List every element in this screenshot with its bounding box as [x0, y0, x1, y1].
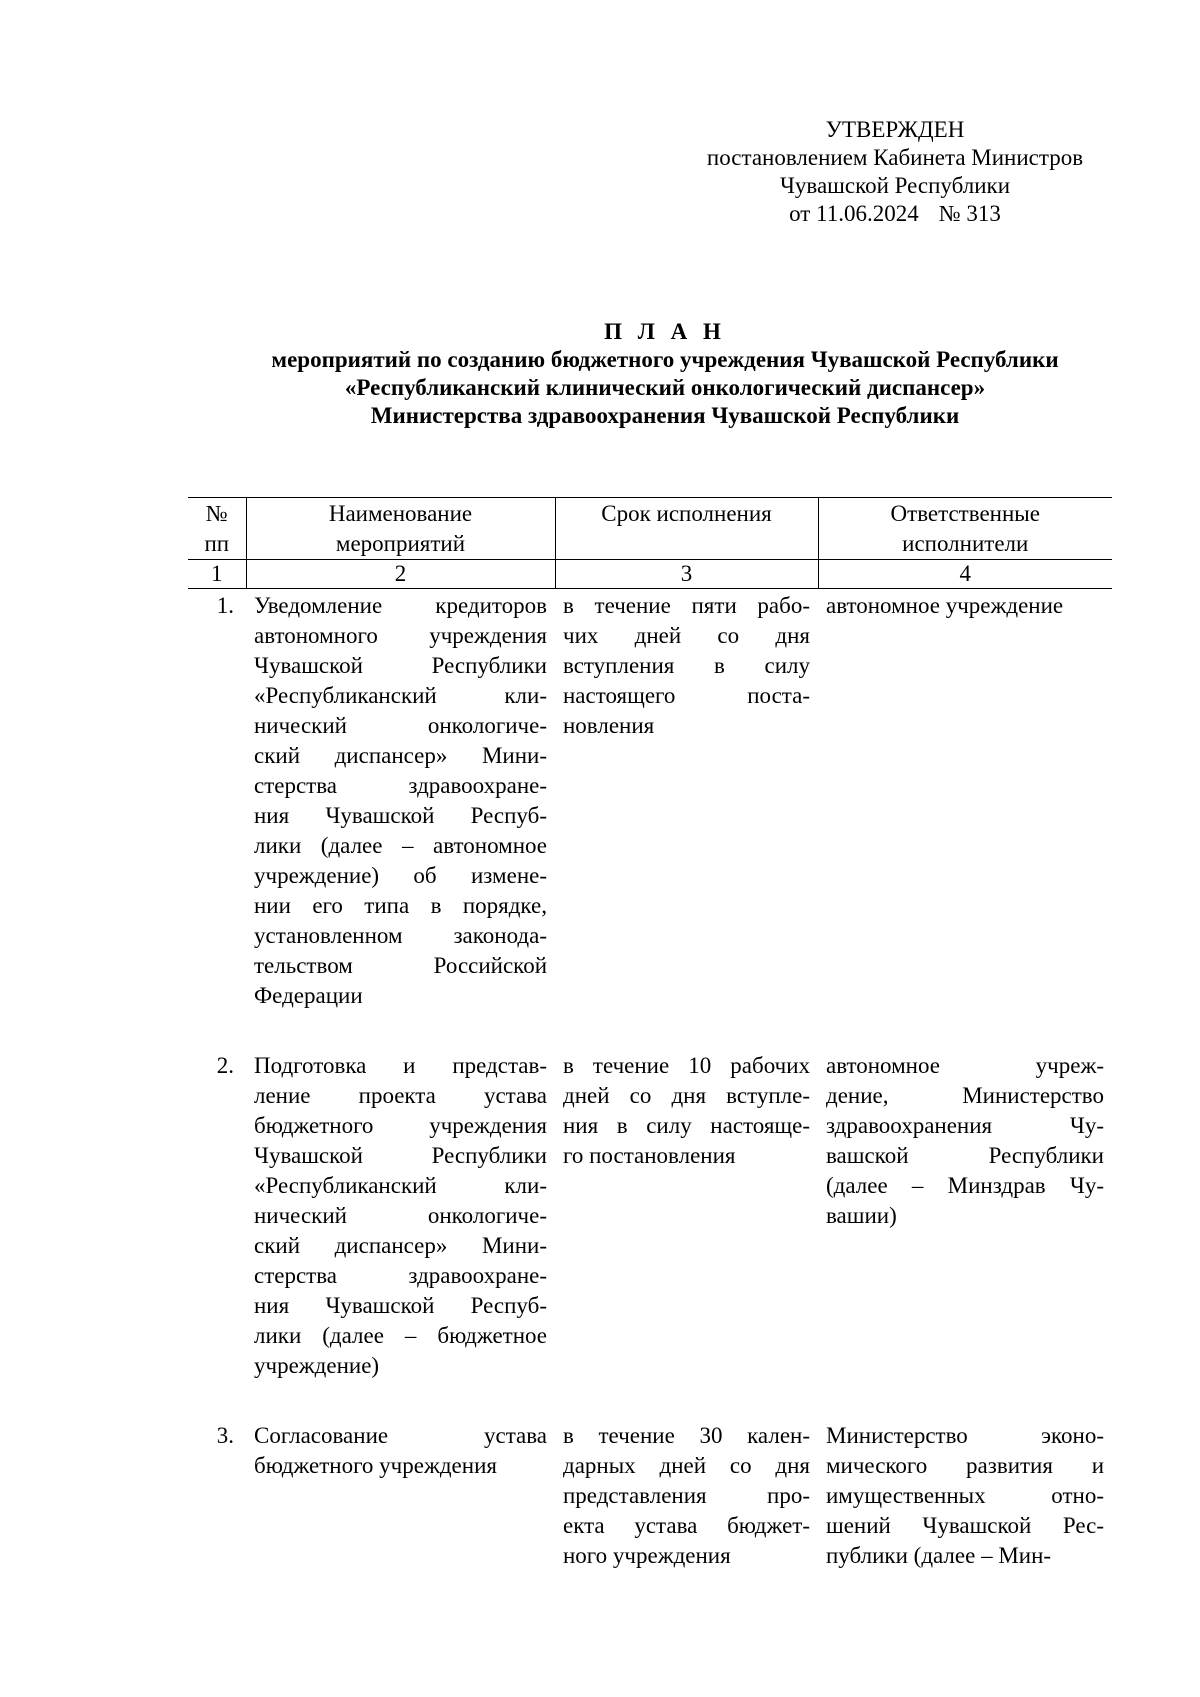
title-line-1: мероприятий по созданию бюджетного учреждения Чувашской Республики: [271, 347, 1059, 372]
cell-line: ния Чувашской Респуб-: [254, 1293, 547, 1318]
approval-number: № 313: [938, 201, 1001, 226]
header-line: Ответственные: [890, 501, 1040, 526]
cell-line: новления: [563, 713, 655, 738]
row-activity: [246, 1419, 555, 1571]
document-title: [140, 318, 1190, 430]
table-header-row: [188, 498, 1112, 560]
row-number: 1.: [216, 593, 234, 618]
table-row: [188, 589, 1112, 1012]
cell-line: автономного учреждения: [254, 623, 547, 648]
spacer-cell: [246, 1381, 555, 1419]
table-row: [188, 1049, 1112, 1381]
header-line: исполнители: [902, 531, 1029, 556]
spacer-cell: [555, 1381, 818, 1419]
cell-line: нический онкологиче-: [254, 713, 547, 738]
column-number: 3: [555, 560, 818, 589]
cell-line: учреждение) об измене-: [254, 863, 547, 888]
cell-line: Подготовка и представ-: [254, 1053, 547, 1078]
cell-line: мического развития и: [826, 1453, 1104, 1478]
row-activity: [246, 589, 555, 1012]
cell-line: ния Чувашской Респуб-: [254, 803, 547, 828]
cell-line: нический онкологиче-: [254, 1203, 547, 1228]
column-number: 2: [246, 560, 555, 589]
cell-line: автономное учреждение: [826, 593, 1064, 618]
cell-line: настоящего поста-: [563, 683, 810, 708]
spacer-cell: [555, 1011, 818, 1049]
row-number: 2.: [216, 1053, 234, 1078]
title-line-2: «Республиканский клинический онкологический диспансер»: [344, 375, 986, 400]
column-number: 4: [818, 560, 1112, 589]
header-line: пп: [204, 531, 230, 556]
cell-line: «Республиканский кли-: [254, 1173, 547, 1198]
cell-line: здравоохранения Чу-: [826, 1113, 1104, 1138]
cell-line: дней со дня вступле-: [563, 1083, 810, 1108]
cell-line: тельством Российской: [254, 953, 547, 978]
spacer-cell: [818, 1381, 1112, 1419]
cell-line: шений Чувашской Рес-: [826, 1513, 1104, 1538]
cell-line: в течение 10 рабочих: [563, 1053, 810, 1078]
cell-line: стерства здравоохране-: [254, 773, 547, 798]
cell-line: бюджетного учреждения: [254, 1113, 547, 1138]
cell-line: Министерство эконо-: [826, 1423, 1104, 1448]
cell-line: дарных дней со дня: [563, 1453, 810, 1478]
row-responsible: [818, 1049, 1112, 1381]
cell-line: ния в силу настояще-: [563, 1113, 810, 1138]
row-spacer: [188, 1381, 1112, 1419]
cell-line: ного учреждения: [563, 1543, 731, 1568]
cell-line: Федерации: [254, 983, 363, 1008]
cell-line: представления про-: [563, 1483, 810, 1508]
header-line: Срок исполнения: [601, 501, 772, 526]
cell-line: установленном законода-: [254, 923, 547, 948]
cell-line: дение, Министерство: [826, 1083, 1104, 1108]
cell-line: ский диспансер» Мини-: [254, 1233, 547, 1258]
spacer-cell: [246, 1011, 555, 1049]
header-line: №: [205, 501, 228, 526]
row-responsible: [818, 1419, 1112, 1571]
cell-line: вашской Республики: [826, 1143, 1104, 1168]
cell-line: автономное учреж-: [826, 1053, 1104, 1078]
cell-line: Чувашской Республики: [254, 653, 547, 678]
approval-date: от 11.06.2024: [789, 201, 919, 226]
row-term: [555, 589, 818, 1012]
cell-line: в течение пяти рабо-: [563, 593, 810, 618]
cell-line: имущественных отно-: [826, 1483, 1104, 1508]
cell-line: ление проекта устава: [254, 1083, 547, 1108]
cell-line: го постановления: [563, 1143, 736, 1168]
cell-line: ский диспансер» Мини-: [254, 743, 547, 768]
cell-line: Согласование устава: [254, 1423, 547, 1448]
cell-line: публики (далее – Мин-: [826, 1543, 1052, 1568]
cell-line: чих дней со дня: [563, 623, 810, 648]
cell-line: вашии): [826, 1203, 897, 1228]
header-name: [246, 498, 555, 560]
cell-line: в течение 30 кален-: [563, 1423, 810, 1448]
spacer-cell: [188, 1381, 246, 1419]
approval-title: УТВЕРЖДЕН: [825, 117, 965, 142]
header-term: [555, 498, 818, 560]
cell-line: (далее – Минздрав Чу-: [826, 1173, 1104, 1198]
header-number: [188, 498, 246, 560]
spacer-cell: [818, 1011, 1112, 1049]
title-line-3: Министерства здравоохранения Чувашской Республики: [370, 403, 960, 428]
cell-line: екта устава бюджет-: [563, 1513, 810, 1538]
plan-table: [188, 497, 1112, 1571]
spacer-cell: [188, 1011, 246, 1049]
plan-heading: П Л А Н: [604, 319, 726, 344]
cell-line: вступления в силу: [563, 653, 810, 678]
approval-authority: постановлением Кабинета Министров: [706, 145, 1084, 170]
row-term: [555, 1049, 818, 1381]
cell-line: лики (далее – автономное: [254, 833, 547, 858]
column-number: 1: [188, 560, 246, 589]
cell-line: бюджетного учреждения: [254, 1453, 497, 1478]
header-responsible: [818, 498, 1112, 560]
row-responsible: [818, 589, 1112, 1012]
row-term: [555, 1419, 818, 1571]
header-line: Наименование: [328, 501, 473, 526]
row-number: 3.: [216, 1423, 234, 1448]
cell-line: нии его типа в порядке,: [254, 893, 547, 918]
approval-date-line: [650, 200, 1140, 228]
table-row: [188, 1419, 1112, 1571]
cell-line: лики (далее – бюджетное: [254, 1323, 547, 1348]
row-spacer: [188, 1011, 1112, 1049]
cell-line: Уведомление кредиторов: [254, 593, 547, 618]
cell-line: учреждение): [254, 1353, 380, 1378]
cell-line: «Республиканский кли-: [254, 683, 547, 708]
cell-line: Чувашской Республики: [254, 1143, 547, 1168]
header-line: мероприятий: [335, 531, 466, 556]
row-activity: [246, 1049, 555, 1381]
approval-stamp: [650, 116, 1140, 228]
cell-line: стерства здравоохране-: [254, 1263, 547, 1288]
column-number-row: [188, 560, 1112, 589]
approval-republic: Чувашской Республики: [779, 173, 1011, 198]
